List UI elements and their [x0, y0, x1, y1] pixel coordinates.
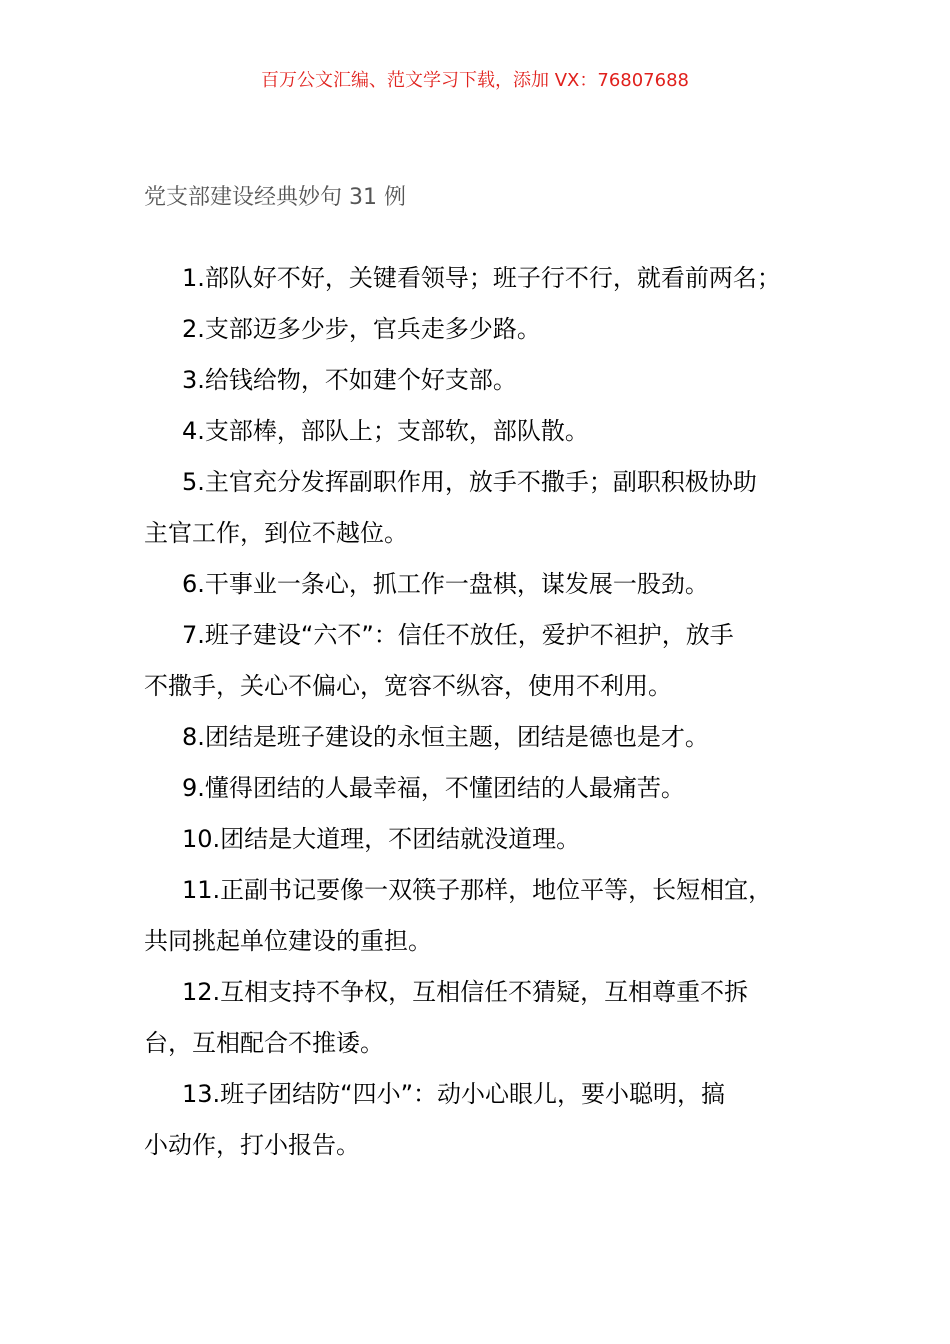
list-item: 11.正副书记要像一双筷子那样，地位平等，长短相宜， 共同挑起单位建设的重担。 — [144, 876, 773, 955]
list-item: 4.支部棒，部队上；支部软，部队散。 — [182, 417, 589, 445]
list-item: 2.支部迈多少步，官兵走多少路。 — [182, 315, 541, 343]
list-item: 7.班子建设“六不”：信任不放任，爱护不袒护，放手 不撒手，关心不偏心，宽容不纵容，使用不利用。 — [144, 621, 734, 700]
list-item: 13.班子团结防“四小”：动小心眼儿，要小聪明，搞 小动作，打小报告。 — [144, 1080, 726, 1159]
document-body — [144, 253, 814, 1171]
list-item: 9.懂得团结的人最幸福，不懂团结的人最痛苦。 — [182, 774, 685, 802]
list-item: 1.部队好不好，关键看领导；班子行不行，就看前两名； — [182, 264, 781, 292]
list-item: 10.团结是大道理，不团结就没道理。 — [182, 825, 581, 853]
document-title: 党支部建设经典妙句 31 例 — [144, 185, 406, 210]
list-item: 6.干事业一条心，抓工作一盘棋，谋发展一股劲。 — [182, 570, 709, 598]
list-item: 12.互相支持不争权，互相信任不猜疑，互相尊重不拆 台，互相配合不推诿。 — [144, 978, 749, 1057]
list-item: 8.团结是班子建设的永恒主题，团结是德也是才。 — [182, 723, 709, 751]
list-item: 3.给钱给物，不如建个好支部。 — [182, 366, 517, 394]
header-banner: 百万公文汇编、范文学习下载，添加 VX：76807688 — [261, 70, 689, 91]
list-item: 5.主官充分发挥副职作用，放手不撒手；副职积极协助 主官工作，到位不越位。 — [144, 468, 757, 547]
